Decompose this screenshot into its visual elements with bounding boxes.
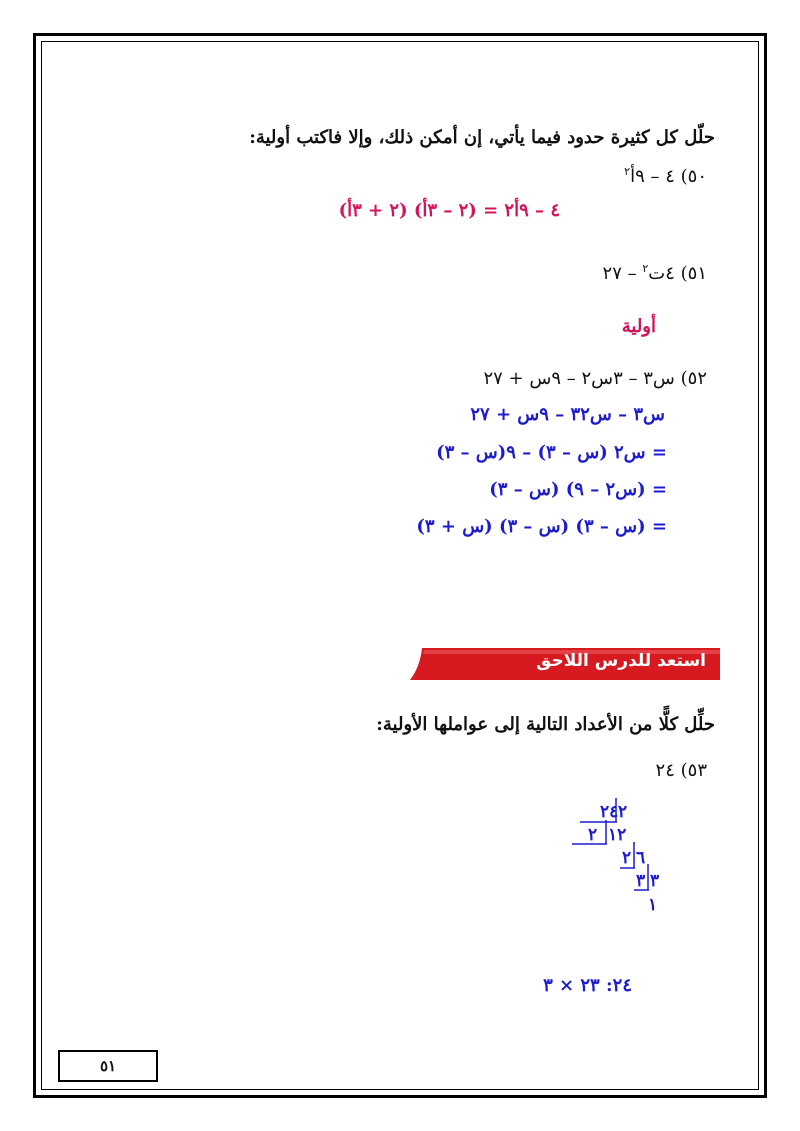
factor-ladder (560, 792, 660, 932)
problem-50-answer: ٤ – ٩أ٢ = (٢ – ٣أ) (٢ + ٣أ) (338, 200, 560, 221)
dividend-3: ٦ (636, 848, 646, 868)
problem-52-step-3: = (س٢ – ٩) (س – ٣) (489, 479, 667, 500)
problem-50 (624, 165, 707, 187)
problem-53-number: ٥٣) (680, 760, 707, 781)
divisor-1: ٢ (618, 802, 628, 822)
dividend-1: ٢٤ (600, 802, 619, 822)
problem-52 (483, 368, 707, 389)
problem-52-step-4: = (س – ٣) (س – ٣) (س + ٣) (416, 516, 667, 537)
problem-50-expression: ٤ – ٩أ (630, 166, 675, 187)
problem-53 (656, 760, 707, 781)
problem-53-answer: ٢٤: ٢٣ × ٣ (543, 975, 632, 996)
divisor-4: ٣ (636, 871, 646, 891)
problem-50-number: ٥٠) (680, 166, 707, 187)
problem-51 (603, 262, 707, 284)
divisor-3: ٢ (622, 848, 632, 868)
problem-51-number: ٥١) (680, 263, 707, 284)
problem-52-number: ٥٢) (680, 368, 707, 389)
instruction-factor-polynomials: حلّل كل كثيرة حدود فيما يأتي، إن أمكن ذلك، وإلا فاكتب أولية: (249, 127, 715, 148)
banner-title: استعد للدرس اللاحق (536, 651, 706, 671)
problem-52-step-1: س٣ – س٣٢ – ٩س + ٢٧ (470, 404, 665, 425)
page-number: ٥١ (58, 1050, 158, 1082)
problem-50-exponent: ٢ (624, 165, 631, 178)
inner-frame (41, 41, 759, 1090)
problem-51-exponent: ٢ (642, 262, 649, 275)
dividend-2: ١٢ (608, 825, 627, 845)
instruction-prime-factors: حلِّل كلًّا من الأعداد التالية إلى عواملها الأولية: (376, 714, 715, 735)
dividend-4: ٣ (650, 871, 660, 891)
problem-52-step-2: = س٢ (س – ٣) – ٩(س – ٣) (436, 442, 667, 463)
dividend-5: ١ (648, 895, 658, 915)
problem-51-tail: – ٢٧ (602, 263, 643, 284)
divisor-2: ٢ (588, 825, 598, 845)
problem-52-expression: س٣ – ٣س٢ – ٩س + ٢٧ (483, 368, 675, 389)
problem-51-answer: أولية (621, 316, 656, 337)
problem-51-expression: ٤ت (648, 263, 675, 284)
problem-53-expression: ٢٤ (655, 760, 675, 781)
